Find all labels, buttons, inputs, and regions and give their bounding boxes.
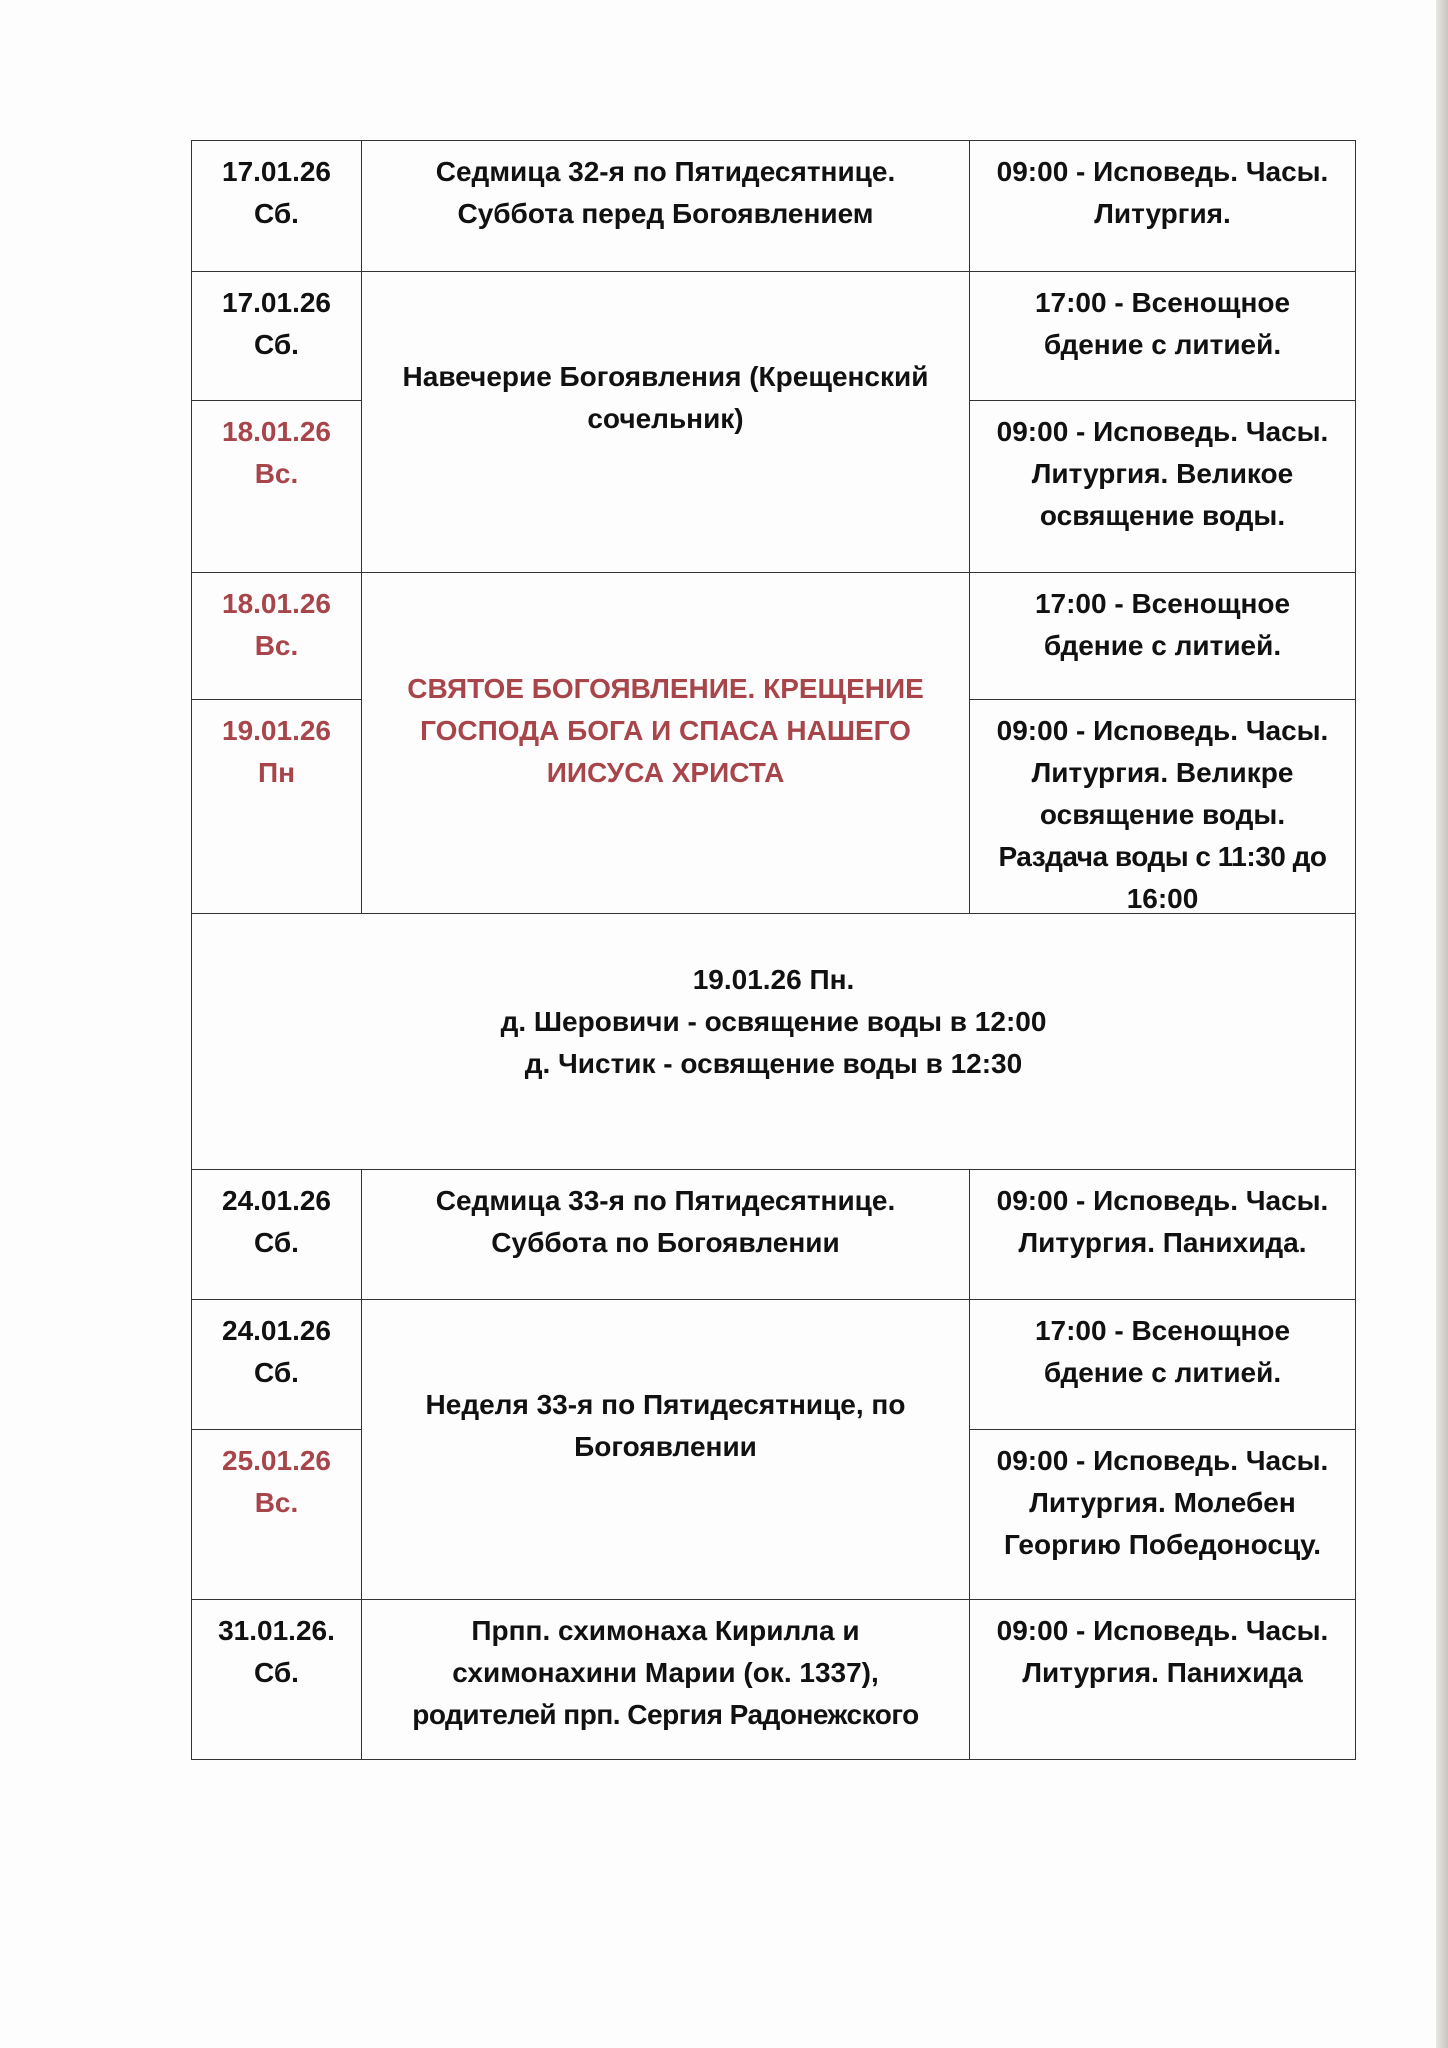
feast-title-cell-holiday bbox=[361, 572, 970, 914]
service-line: Литургия. Молебен bbox=[1029, 1487, 1296, 1518]
weekday: Вс. bbox=[254, 1487, 299, 1518]
date-cell bbox=[191, 1299, 362, 1430]
service-cell bbox=[969, 400, 1356, 573]
date: 31.01.26. bbox=[218, 1615, 335, 1646]
service-line: Литургия. Панихида. bbox=[1018, 1227, 1307, 1258]
feast-title-line: ИИСУСА ХРИСТА bbox=[546, 757, 785, 788]
service-line: 09:00 - Исповедь. Часы. bbox=[996, 416, 1329, 447]
schedule-table bbox=[191, 140, 1356, 1760]
date-cell-holiday bbox=[191, 1429, 362, 1600]
feast-title-line: родителей прп. Сергия Радонежского bbox=[412, 1699, 919, 1730]
weekday: Сб. bbox=[254, 1357, 299, 1388]
service-line: Георгию Победоносцу. bbox=[1003, 1529, 1322, 1560]
date: 24.01.26 bbox=[222, 1185, 331, 1216]
feast-title-line: сочельник) bbox=[587, 403, 744, 434]
date-cell-holiday bbox=[191, 572, 362, 700]
feast-title-line: Суббота по Богоявлении bbox=[491, 1227, 840, 1258]
weekday: Пн bbox=[257, 757, 296, 788]
service-cell bbox=[969, 572, 1356, 700]
feast-title-line: Богоявлении bbox=[574, 1430, 757, 1462]
service-line: 17:00 - Всенощное bbox=[1034, 1315, 1291, 1346]
page-edge-shadow bbox=[1436, 0, 1448, 2048]
feast-title-line: СВЯТОЕ БОГОЯВЛЕНИЕ. КРЕЩЕНИЕ bbox=[407, 673, 924, 704]
service-line: освящение воды. bbox=[1039, 799, 1286, 830]
service-line: Литургия. bbox=[1094, 198, 1231, 229]
feast-title-line: Седмица 33-я по Пятидесятнице. bbox=[435, 1185, 896, 1216]
feast-title-cell bbox=[361, 140, 970, 272]
date: 17.01.26 bbox=[222, 156, 331, 187]
service-line: бдение с литией. bbox=[1043, 630, 1282, 661]
service-line: 17:00 - Всенощное bbox=[1034, 588, 1291, 619]
service-cell bbox=[969, 1429, 1356, 1600]
village-blessing-line: д. Чистик - освящение воды в 12:30 bbox=[524, 1048, 1023, 1079]
date-cell bbox=[191, 271, 362, 401]
feast-title-cell bbox=[361, 1299, 970, 1600]
service-line: 09:00 - Исповедь. Часы. bbox=[996, 1185, 1329, 1216]
service-line: бдение с литией. bbox=[1043, 329, 1282, 360]
service-cell bbox=[969, 1599, 1356, 1760]
weekday: Сб. bbox=[254, 1657, 299, 1688]
date-cell-holiday bbox=[191, 400, 362, 573]
service-cell bbox=[969, 699, 1356, 914]
weekday: Вс. bbox=[254, 630, 299, 661]
feast-title-cell bbox=[361, 1599, 970, 1760]
service-cell bbox=[969, 140, 1356, 272]
date: 24.01.26 bbox=[222, 1315, 331, 1346]
feast-title-line: Неделя 33-я по Пятидесятнице, по bbox=[425, 1388, 906, 1420]
service-line: 09:00 - Исповедь. Часы. bbox=[996, 715, 1329, 746]
feast-title-cell bbox=[361, 271, 970, 573]
date: 18.01.26 bbox=[222, 416, 331, 447]
feast-title-line: Навечерие Богоявления (Крещенский bbox=[402, 361, 929, 392]
service-line: Литургия. Великре bbox=[1031, 757, 1294, 788]
service-line: Литургия. Панихида bbox=[1022, 1657, 1303, 1688]
village-blessing-line: д. Шеровичи - освящение воды в 12:00 bbox=[500, 1006, 1047, 1037]
date: 25.01.26 bbox=[222, 1445, 331, 1476]
village-blessing-cell bbox=[191, 913, 1356, 1170]
date-cell bbox=[191, 140, 362, 272]
service-cell bbox=[969, 1169, 1356, 1300]
weekday: Вс. bbox=[254, 458, 299, 489]
service-line: 09:00 - Исповедь. Часы. bbox=[996, 1615, 1329, 1646]
service-line: 16:00 bbox=[1126, 883, 1199, 914]
service-line: 17:00 - Всенощное bbox=[1034, 287, 1291, 318]
feast-title-line: Седмица 32-я по Пятидесятнице. bbox=[435, 156, 896, 187]
service-line: бдение с литией. bbox=[1043, 1357, 1282, 1388]
date: 17.01.26 bbox=[222, 287, 331, 318]
service-line: 09:00 - Исповедь. Часы. bbox=[996, 156, 1329, 187]
service-line: освящение воды. bbox=[1039, 500, 1286, 531]
weekday: Сб. bbox=[254, 1227, 299, 1258]
feast-title-line: Прпп. схимонаха Кирилла и bbox=[471, 1615, 860, 1646]
feast-title-cell bbox=[361, 1169, 970, 1300]
weekday: Сб. bbox=[254, 329, 299, 360]
date-cell bbox=[191, 1169, 362, 1300]
service-cell bbox=[969, 271, 1356, 401]
feast-title-line: схимонахини Марии (ок. 1337), bbox=[452, 1657, 879, 1688]
weekday: Сб. bbox=[254, 198, 299, 229]
date: 19.01.26 bbox=[222, 715, 331, 746]
service-line: Литургия. Великое bbox=[1031, 458, 1294, 489]
date: 18.01.26 bbox=[222, 588, 331, 619]
feast-title-line: ГОСПОДА БОГА И СПАСА НАШЕГО bbox=[420, 715, 911, 746]
date-cell bbox=[191, 1599, 362, 1760]
date-cell-holiday bbox=[191, 699, 362, 914]
village-blessing-line: 19.01.26 Пн. bbox=[692, 964, 855, 995]
service-cell bbox=[969, 1299, 1356, 1430]
service-line: Раздача воды с 11:30 до bbox=[998, 841, 1327, 872]
feast-title-line: Суббота перед Богоявлением bbox=[457, 198, 874, 229]
service-line: 09:00 - Исповедь. Часы. bbox=[996, 1445, 1329, 1476]
